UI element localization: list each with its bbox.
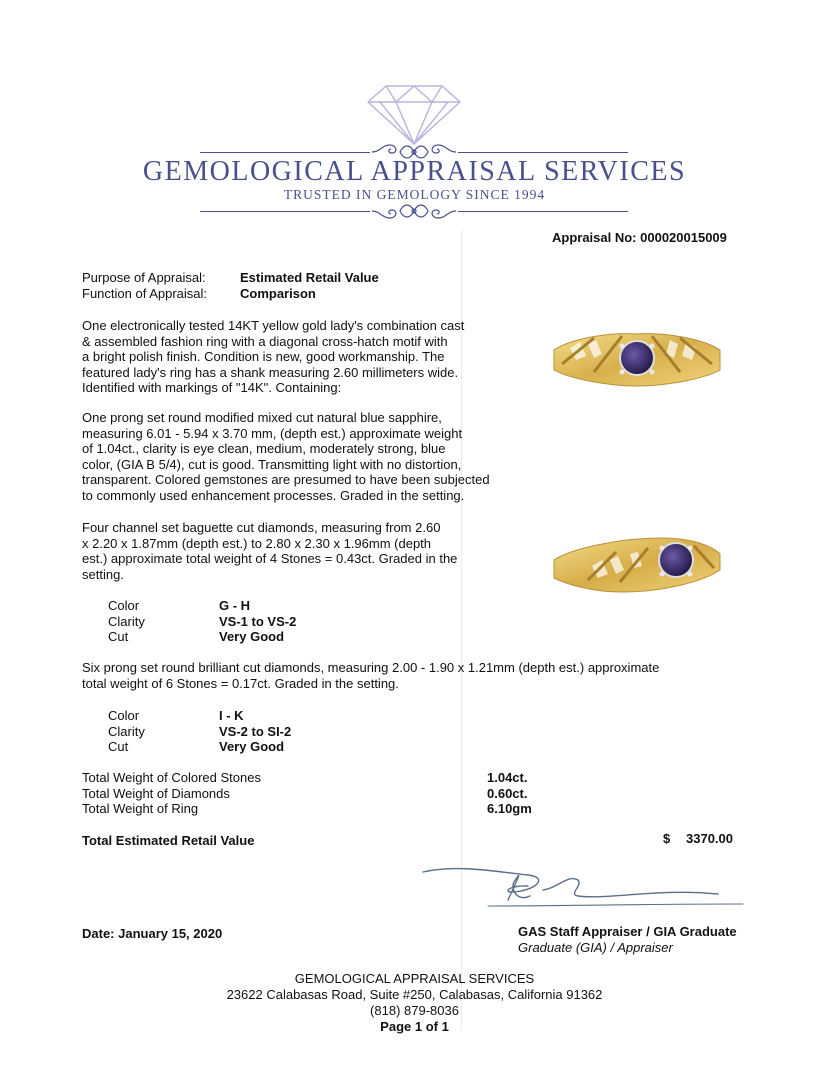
totals-table	[82, 770, 542, 817]
appraiser-title: GAS Staff Appraiser / GIA Graduate	[518, 924, 737, 939]
retail-value-label: Total Estimated Retail Value	[82, 833, 255, 848]
function-value: Comparison	[240, 286, 316, 301]
total-row	[82, 770, 542, 786]
grade-row	[108, 724, 291, 740]
purpose-label: Purpose of Appraisal:	[82, 270, 206, 285]
text-line: & assembled fashion ring with a diagonal cross-hatch motif with	[82, 333, 448, 349]
grade-value: Very Good	[219, 739, 285, 754]
grade-label: Cut	[108, 629, 129, 644]
grade-label: Color	[108, 708, 140, 723]
function-label: Function of Appraisal:	[82, 286, 208, 301]
footer	[0, 971, 829, 1035]
footer-page: Page 1 of 1	[380, 1019, 449, 1034]
total-value: 6.10gm	[487, 801, 532, 816]
logo-rule-bottom-left	[200, 211, 370, 212]
text-line: Four channel set baguette cut diamonds, measuring from 2.60	[82, 520, 441, 535]
grade-row	[108, 708, 291, 724]
appraiser-subtitle: Graduate (GIA) / Appraiser	[518, 940, 673, 955]
text-line: est.) approximate total weight of 4 Stones = 0.43ct. Graded in the	[82, 551, 458, 566]
retail-currency: $	[663, 831, 671, 846]
ring-photo-bottom	[552, 526, 722, 600]
text-line: x 2.20 x 1.87mm (depth est.) to 2.80 x 2.30 x 1.96mm (depth	[82, 535, 432, 551]
text-line: One electronically tested 14KT yellow gold lady's combination cast	[82, 318, 465, 333]
description-para-2	[82, 410, 522, 503]
retail-amount: 3370.00	[686, 831, 733, 846]
text-line: of 1.04ct., clarity is eye clean, medium, moderately strong, blue	[82, 441, 446, 456]
grade-row	[108, 629, 296, 645]
grade-label: Cut	[108, 739, 129, 754]
text-line: Identified with markings of "14K". Containing:	[82, 380, 342, 395]
total-label: Total Weight of Colored Stones	[82, 770, 261, 785]
grade-table-2	[108, 708, 291, 755]
company-tagline: TRUSTED IN GEMOLOGY SINCE 1994	[283, 187, 546, 202]
total-value: 1.04ct.	[487, 770, 528, 785]
footer-phone: (818) 879-8036	[370, 1003, 459, 1018]
text-line: setting.	[82, 566, 124, 582]
text-line: color, (GIA B 5/4), cut is good. Transmitting light with no distortion,	[82, 456, 462, 472]
grade-value: VS-2 to SI-2	[219, 723, 292, 739]
text-line: to commonly used enhancement processes. Graded in the setting.	[82, 487, 465, 503]
text-line: measuring 6.01 - 5.94 x 3.70 mm, (depth est.) approximate weight	[82, 425, 463, 441]
text-line: featured lady's ring has a shank measuring 2.60 millimeters wide.	[82, 364, 459, 380]
total-row	[82, 801, 542, 817]
grade-value: I - K	[219, 708, 244, 723]
text-line: One prong set round modified mixed cut natural blue sapphire,	[82, 410, 442, 425]
total-value: 0.60ct.	[487, 785, 528, 801]
grade-table-1	[108, 598, 296, 645]
grade-label: Clarity	[108, 723, 145, 739]
description-para-4	[82, 660, 722, 691]
text-line: a bright polish finish. Condition is new, good workmanship. The	[82, 349, 445, 364]
grade-label: Clarity	[108, 613, 145, 629]
grade-row	[108, 614, 296, 630]
grade-value: Very Good	[219, 629, 285, 644]
diamond-logo-icon	[366, 84, 462, 146]
description-para-3	[82, 520, 502, 582]
flourish-bottom-icon	[370, 200, 458, 222]
text-line: Six prong set round brilliant cut diamonds, measuring 2.00 - 1.90 x 1.21mm (depth est.) approximate	[82, 660, 660, 675]
total-label: Total Weight of Ring	[82, 801, 199, 816]
appraisal-date: Date: January 15, 2020	[82, 926, 223, 941]
grade-row	[108, 598, 296, 614]
company-name-logo: GEMOLOGICAL APPRAISAL SERVICES	[142, 156, 687, 187]
grade-row	[108, 739, 291, 755]
footer-company: GEMOLOGICAL APPRAISAL SERVICES	[294, 971, 535, 986]
ring-photo-top	[552, 320, 722, 400]
description-para-1	[82, 318, 502, 396]
logo	[0, 0, 829, 230]
logo-rule-bottom-right	[458, 211, 628, 212]
grade-value: G - H	[219, 598, 251, 613]
text-line: total weight of 6 Stones = 0.17ct. Graded in the setting.	[82, 675, 399, 691]
total-label: Total Weight of Diamonds	[82, 785, 230, 801]
logo-rule-top-right	[458, 152, 628, 153]
total-row	[82, 786, 542, 802]
grade-value: VS-1 to VS-2	[219, 613, 297, 629]
appraisal-number: Appraisal No: 000020015009	[552, 230, 727, 245]
signature-scribble	[418, 860, 748, 920]
logo-rule-top-left	[200, 152, 370, 153]
footer-address: 23622 Calabasas Road, Suite #250, Calabasas, California 91362	[226, 987, 603, 1002]
purpose-value: Estimated Retail Value	[240, 270, 379, 285]
grade-label: Color	[108, 598, 140, 613]
text-line: transparent. Colored gemstones are presumed to have been subjected	[82, 472, 490, 487]
